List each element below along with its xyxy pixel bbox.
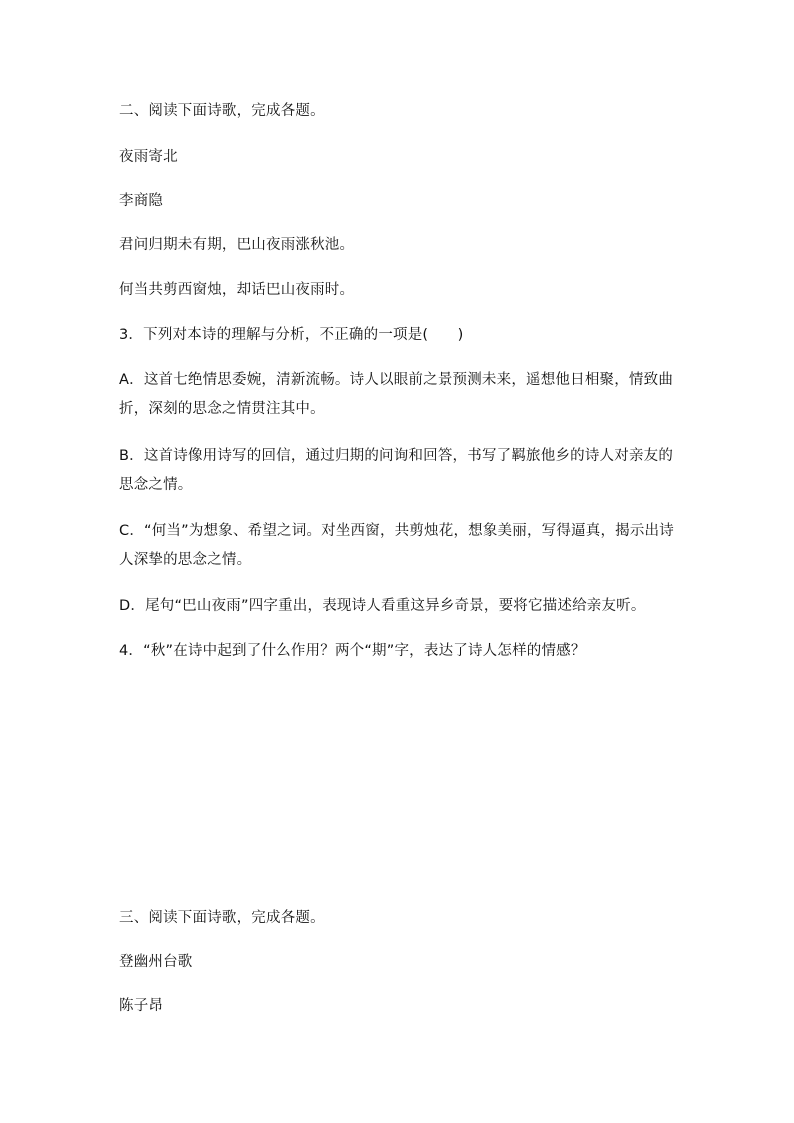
option-b: B．这首诗像用诗写的回信，通过归期的问询和回答，书写了羁旅他乡的诗人对亲友的思念之情。: [119, 448, 674, 493]
section-2-heading: 二、阅读下面诗歌，完成各题。: [119, 103, 325, 119]
option-c: C．“何当”为想象、希望之词。对坐西窗，共剪烛花，想象美丽，写得逼真，揭示出诗人深挚的思念之情。: [119, 523, 674, 568]
poem-title: 登幽州台歌: [119, 954, 193, 970]
poem-verse-1: 君问归期未有期，巴山夜雨涨秋池。: [119, 237, 355, 253]
poem-author: 李商隐: [119, 193, 164, 209]
question-4: 4．“秋”在诗中起到了什么作用？两个“期”字，表达了诗人怎样的情感？: [119, 643, 586, 659]
poem-verse-2: 何当共剪西窗烛，却话巴山夜雨时。: [119, 282, 355, 298]
option-d: D．尾句“巴山夜雨”四字重出，表现诗人看重这异乡奇景，要将它描述给亲友听。: [119, 598, 646, 614]
poem-title: 夜雨寄北: [119, 149, 178, 165]
poem-author: 陈子昂: [119, 998, 164, 1014]
option-a: A．这首七绝情思委婉，清新流畅。诗人以眼前之景预测未来，遥想他日相聚，情致曲折，深刻的思念之情贯注其中。: [119, 372, 674, 417]
section-3-heading: 三、阅读下面诗歌，完成各题。: [119, 910, 325, 926]
question-3: 3．下列对本诗的理解与分析，不正确的一项是( ): [119, 327, 464, 343]
